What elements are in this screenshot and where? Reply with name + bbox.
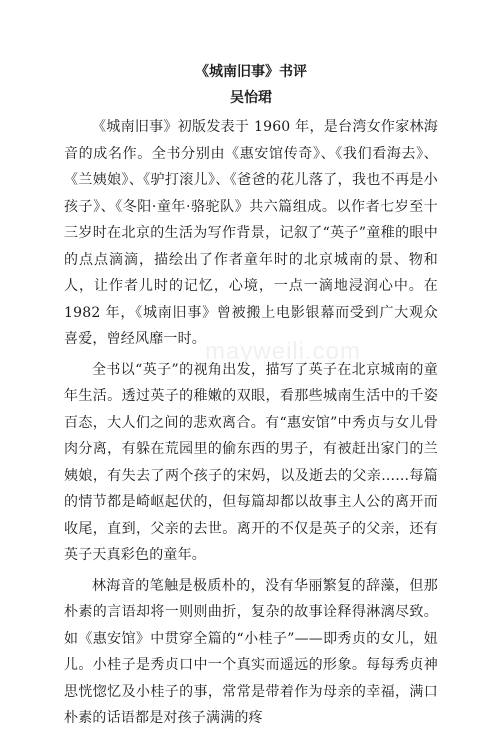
document-title: 《城南旧事》书评 [195,64,307,80]
paragraph: 林海音的笔触是极质朴的，没有华丽繁复的辞藻，但那朴素的言语却将一则则曲折，复杂的故事诠释得淋漓尽致。如《惠安馆》中贯穿全篇的“小桂子”——即秀贞的女儿，妞儿。小桂子是秀贞口中一个真实而遥远的形象。每每秀贞神思恍惚忆及小桂子的事，常常是带着作为母亲的幸福，满口朴素的话语都是对孩子满满的疼 [64,577,438,726]
paragraph: 全书以“英子”的视角出发，描写了英子在北京城南的童年生活。透过英子的稚嫩的双眼，看那些城南生活中的千姿百态，大人们之间的悲欢离合。有“惠安馆”中秀贞与女儿骨肉分离，有躲在荒园里的偷东西的男子，有被赶出家门的兰姨娘，有失去了两个孩子的宋妈，以及逝去的父亲......每篇的情节都是崎岖起伏的，但每篇却都以故事主人公的离开而收尾，直到，父亲的去世。离开的不仅是英子的父亲，还有英子天真彩色的童年。 [64,361,438,563]
paragraph: 《城南旧事》初版发表于 1960 年，是台湾女作家林海音的成名作。全书分别由《惠安馆传奇》、《我们看海去》、《兰姨娘》、《驴打滚儿》、《爸爸的花儿落了，我也不再是小孩子》、《冬阳·童年·骆驼队》共六篇组成。以作者七岁至十三岁时在北京的生活为写作背景，记叙了“英子”童稚的眼中的点点滴滴，描绘出了作者童年时的北京城南的景、物和人，让作者儿时的记忆，心境，一点一滴地浸润心中。在 1982 年，《城南旧事》曾被搬上电影银幕而受到广大观众喜爱，曾经风靡一时。 [64,119,438,347]
document-author: 吴怡珺 [230,90,272,106]
watermark: mayweili.com [205,338,362,365]
